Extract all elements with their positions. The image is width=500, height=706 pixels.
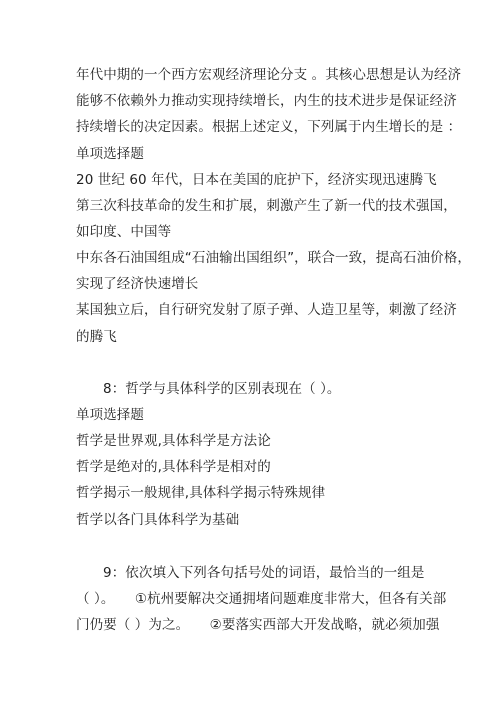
- q8-stem: 8：哲学与具体科学的区别表现在（ ）。: [103, 381, 341, 397]
- q9-stem-line-1: 9：依次填入下列各句括号处的词语，最恰当的一组是: [103, 565, 425, 581]
- q7-option-b-line-2: 如印度、中国等: [76, 224, 172, 240]
- q8-option-c: 哲学揭示一般规律,具体科学揭示特殊规律: [76, 485, 326, 501]
- q7-option-c-line-2: 实现了经济快速增长: [76, 276, 199, 292]
- q7-option-b-line-1: 第三次科技革命的发生和扩展，刺激产生了新一代的技术强国，: [76, 198, 457, 214]
- q7-stem-line-1: 年代中期的一个西方宏观经济理论分支 。其核心思想是认为经济: [76, 67, 462, 83]
- q8-option-d: 哲学以各门具体科学为基础: [76, 512, 240, 528]
- q7-option-c-line-1: 中东各石油国组成“石油输出国组织”，联合一致，提高石油价格，: [76, 250, 471, 266]
- q7-type-label: 单项选择题: [76, 146, 144, 162]
- q7-stem-line-3: 持续增长的决定因素。根据上述定义，下列属于内生增长的是 ：: [76, 119, 462, 135]
- q7-stem-line-2: 能够不依赖外力推动实现持续增长，内生的技术进步是保证经济: [76, 93, 457, 109]
- q7-option-d-line-2: 的腾飞: [76, 329, 117, 345]
- q8-option-b: 哲学是绝对的,具体科学是相对的: [76, 459, 271, 475]
- q9-stem-line-2: （ ）。 ①杭州要解决交通拥堵问题难度非常大，但各有关部: [76, 591, 447, 607]
- q7-option-d-line-1: 某国独立后，自行研究发射了原子弹、人造卫星等，刺激了经济: [76, 302, 457, 318]
- q7-option-a: 20 世纪 60 年代，日本在美国的庇护下，经济实现迅速腾飞: [76, 172, 437, 188]
- q9-stem-line-3: 门仍要（ ）为之。 ②要落实西部大开发战略，就必须加强: [76, 617, 440, 633]
- q8-type-label: 单项选择题: [76, 407, 144, 423]
- q8-option-a: 哲学是世界观,具体科学是方法论: [76, 433, 271, 449]
